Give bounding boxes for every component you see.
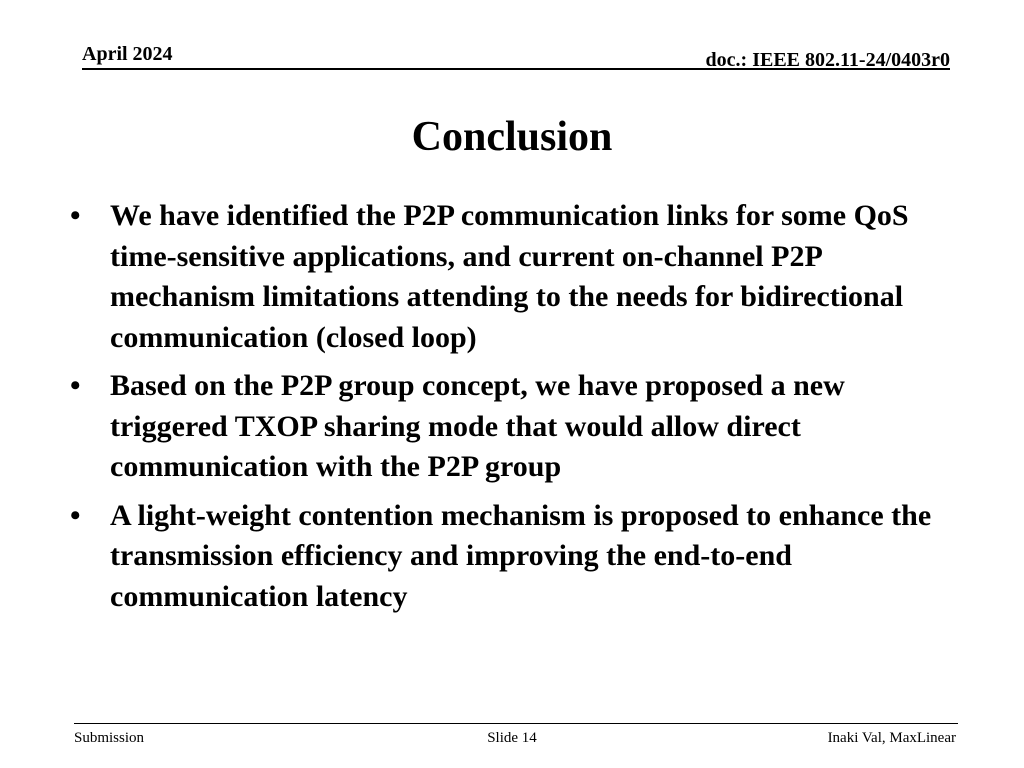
bullet-text: We have identified the P2P communication links for some QoS time-sensitive applications, and current on-channel P2P mechanism limitations attending to the needs for bidirectional communication (closed loop) (110, 199, 909, 354)
footer-slide-number: Slide 14 (487, 730, 537, 746)
footer-submission: Submission (74, 730, 145, 746)
footer-author: Inaki Val, MaxLinear (827, 730, 956, 746)
bullet-icon: • (70, 498, 81, 532)
bullet-text: Based on the P2P group concept, we have proposed a new triggered TXOP sharing mode that would allow direct communication with the P2P group (110, 369, 845, 483)
bullet-item (70, 366, 950, 488)
bullet-icon: • (70, 199, 81, 232)
bullet-item (70, 496, 950, 618)
slide-title: Conclusion (411, 114, 613, 160)
bullet-list (70, 196, 950, 625)
header-document-id: doc.: IEEE 802.11-24/0403r0 (705, 49, 950, 71)
bullet-text: A light-weight contention mechanism is proposed to enhance the transmission efficiency and improving the end-to-end communication latency (110, 498, 932, 613)
footer-divider (74, 723, 958, 724)
bullet-icon: • (70, 369, 81, 402)
bullet-item (70, 196, 950, 358)
header-divider (82, 68, 950, 70)
header-date: April 2024 (82, 43, 173, 65)
